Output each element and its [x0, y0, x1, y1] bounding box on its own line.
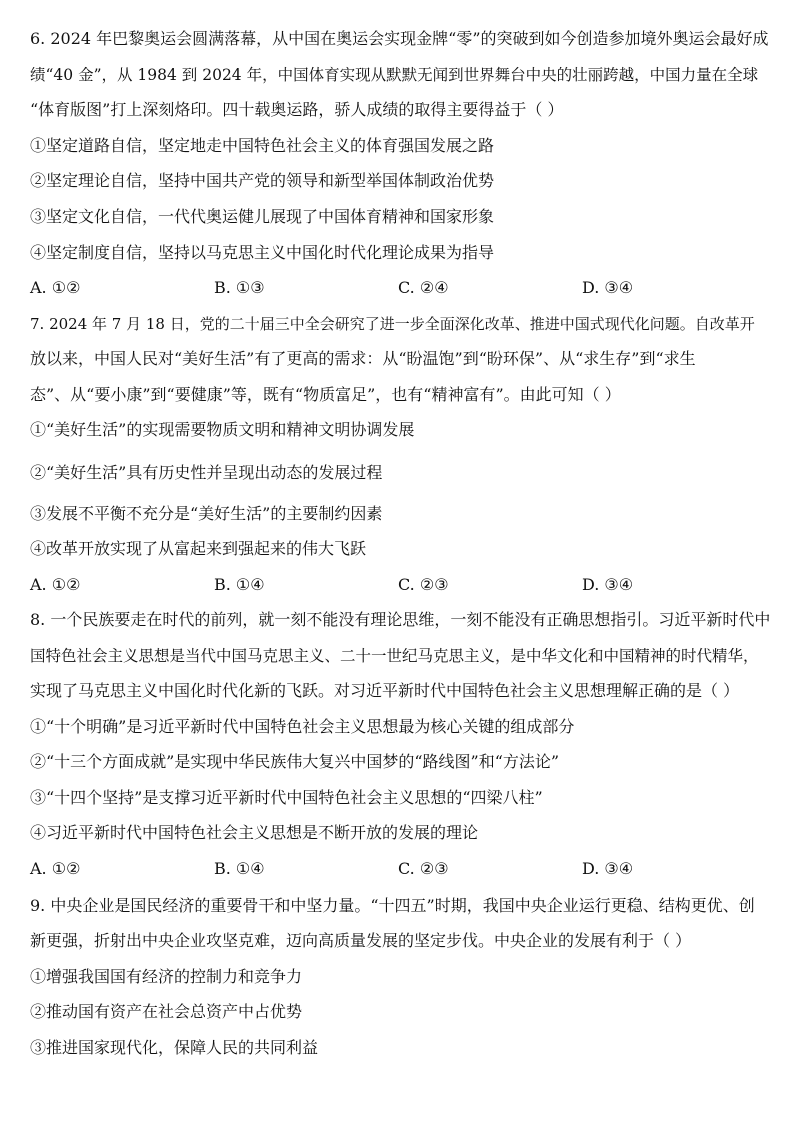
q7-statement-2: ②“美好生活”具有历史性并呈现出动态的发展过程: [30, 463, 383, 482]
q7-option-a[interactable]: A. ①②: [30, 575, 81, 594]
q9-stem-line-2: 新更强，折射出中央企业攻坚克难，迈向高质量发展的坚定步伐。中央企业的发展有利于（ ）: [30, 931, 692, 950]
q6-statement-4: ④坚定制度自信，坚持以马克思主义中国化时代化理论成果为指导: [30, 243, 495, 262]
q7-option-b[interactable]: B. ①④: [214, 575, 265, 594]
q6-statement-2: ②坚定理论自信，坚持中国共产党的领导和新型举国体制政治优势: [30, 171, 495, 190]
q6-option-a[interactable]: A. ①②: [30, 278, 81, 297]
q9-statement-2: ②推动国有资产在社会总资产中占优势: [30, 1002, 303, 1021]
q9-statement-1: ①增强我国国有经济的控制力和竞争力: [30, 967, 303, 986]
q7-option-c[interactable]: C. ②③: [398, 575, 449, 594]
q8-stem-line-2: 国特色社会主义思想是当代中国马克思主义、二十一世纪马克思主义，是中华文化和中国精神的时代精华，: [30, 647, 759, 665]
q8-statement-1: ①“十个明确”是习近平新时代中国特色社会主义思想最为核心关键的组成部分: [30, 717, 575, 736]
q7-statement-3: ③发展不平衡不充分是“美好生活”的主要制约因素: [30, 504, 383, 523]
q9-stem-line-1: 9. 中央企业是国民经济的重要骨干和中坚力量。“十四五”时期，我国中央企业运行更稳、结构更优、创: [30, 896, 755, 915]
q7-statement-4: ④改革开放实现了从富起来到强起来的伟大飞跃: [30, 539, 367, 558]
q6-option-b[interactable]: B. ①③: [214, 278, 265, 297]
q8-stem-line-3: 实现了马克思主义中国化时代化新的飞跃。对习近平新时代中国特色社会主义思想理解正确的是（ ）: [30, 681, 740, 700]
q8-option-c[interactable]: C. ②③: [398, 859, 449, 878]
q6-statement-1: ①坚定道路自信，坚定地走中国特色社会主义的体育强国发展之路: [30, 136, 495, 155]
q6-stem-line-1: 6. 2024 年巴黎奥运会圆满落幕，从中国在奥运会实现金牌“零”的突破到如今创造参加境外奥运会最好成: [30, 29, 769, 48]
q7-stem-line-1: 7. 2024 年 7 月 18 日，党的二十届三中全会研究了进一步全面深化改革、推进中国式现代化问题。自改革开: [30, 315, 755, 333]
q6-statement-3: ③坚定文化自信，一代代奥运健儿展现了中国体育精神和国家形象: [30, 207, 495, 226]
q7-option-d[interactable]: D. ③④: [582, 575, 634, 594]
q7-stem-line-3: 态”、从“要小康”到“要健康”等，既有“物质富足”，也有“精神富有”。由此可知（ ）: [30, 385, 621, 404]
q8-option-a[interactable]: A. ①②: [30, 859, 81, 878]
q9-statement-3: ③推进国家现代化，保障人民的共同利益: [30, 1038, 319, 1057]
q8-statement-4: ④习近平新时代中国特色社会主义思想是不断开放的发展的理论: [30, 823, 479, 842]
q8-statement-2: ②“十三个方面成就”是实现中华民族伟大复兴中国梦的“路线图”和“方法论”: [30, 752, 560, 771]
q7-statement-1: ①“美好生活”的实现需要物质文明和精神文明协调发展: [30, 420, 415, 439]
q6-option-c[interactable]: C. ②④: [398, 278, 449, 297]
q8-option-d[interactable]: D. ③④: [582, 859, 634, 878]
q7-stem-line-2: 放以来，中国人民对“美好生活”有了更高的需求：从“盼温饱”到“盼环保”、从“求生存”到“求生: [30, 349, 696, 368]
q8-statement-3: ③“十四个坚持”是支撑习近平新时代中国特色社会主义思想的“四梁八柱”: [30, 788, 543, 807]
q6-stem-line-3: “体育版图”打上深刻烙印。四十载奥运路，骄人成绩的取得主要得益于（ ）: [30, 100, 564, 119]
q6-stem-line-2: 绩“40 金”，从 1984 到 2024 年，中国体育实现从默默无闻到世界舞台中央的壮丽跨越，中国力量在全球: [30, 66, 759, 84]
q8-stem-line-1: 8. 一个民族要走在时代的前列，就一刻不能没有理论思维，一刻不能没有正确思想指引。习近平新时代中: [30, 610, 771, 629]
q8-option-b[interactable]: B. ①④: [214, 859, 265, 878]
q6-option-d[interactable]: D. ③④: [582, 278, 634, 297]
